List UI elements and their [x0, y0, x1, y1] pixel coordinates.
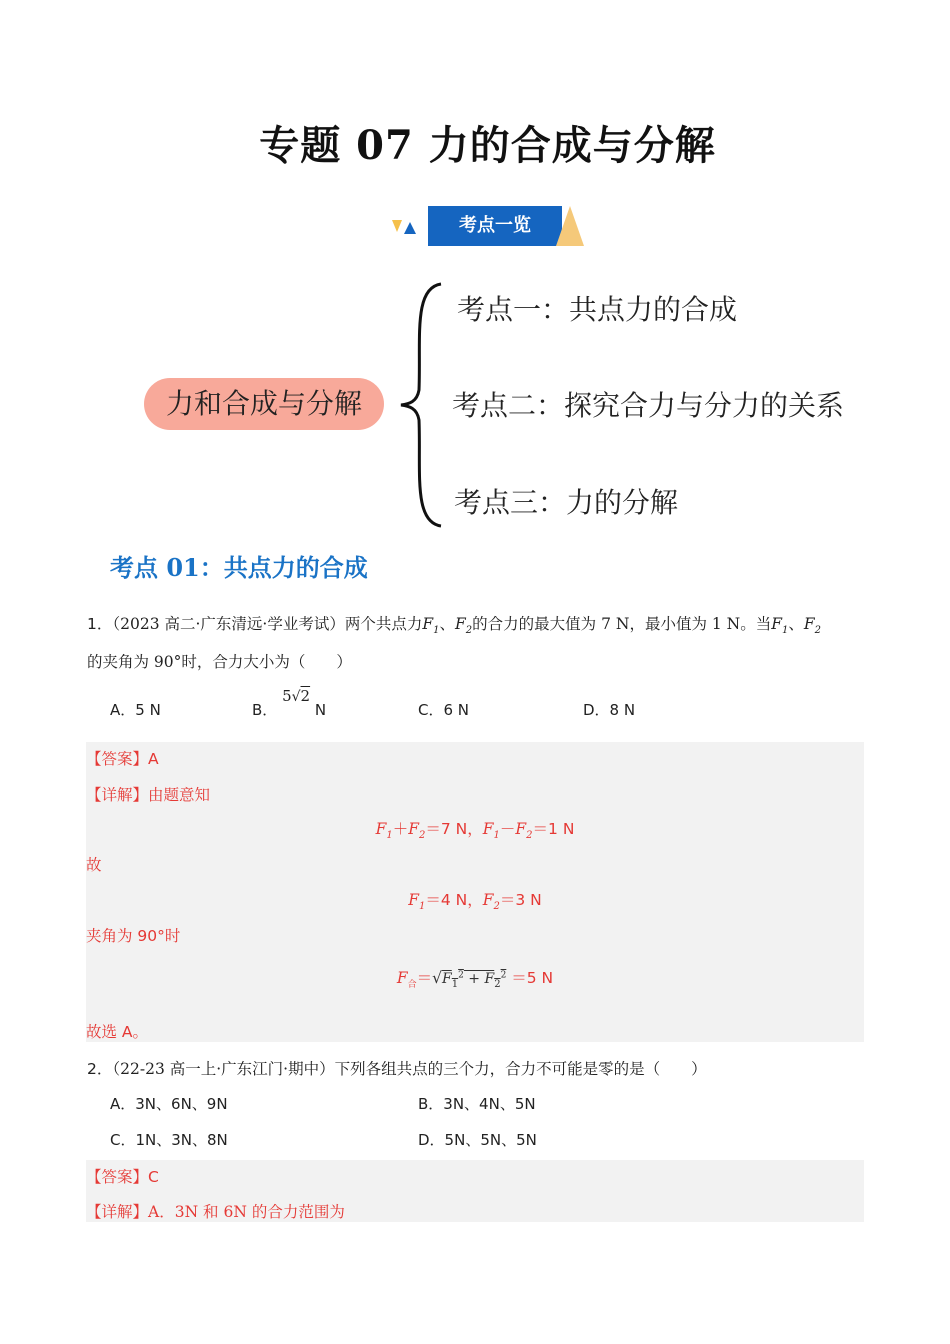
mindmap-branch-2: 考点二：探究合力与分力的关系 — [452, 389, 845, 422]
q1-answer: 【答案】A — [86, 750, 159, 768]
q1-line-1: 1．（2023 高二·广东清远·学业考试）两个共点力$F_1$、$F_2$的合力的最大值为 7 N，最小值为 1 N。当$F_1$、$F_2$ — [87, 615, 822, 637]
q1-option-d: D．8 N — [583, 701, 636, 719]
q1-equation-1: $F_1+F_2=7$ N，$F_1-F_2=1$ N — [375, 820, 575, 842]
q1-text-1: 两个共点力 — [344, 615, 423, 633]
q1-angle: 夹角为 90°时 — [86, 927, 181, 945]
q1-source: （2023 高二·广东清远·学业考试） — [112, 615, 345, 633]
q1-text-2: 的合力的最大值为 7 N，最小值为 1 N。当 — [472, 615, 772, 633]
triangle-icon — [390, 216, 426, 246]
q2-source: （22-23 高一上·广东江门·期中） — [112, 1060, 335, 1078]
badge-corner-icon — [556, 206, 586, 248]
q1-num: 1． — [87, 615, 113, 633]
q2-text: 下列各组共点的三个力，合力不可能是零的是（ ） — [334, 1060, 707, 1078]
section-badge — [390, 206, 590, 248]
q2-option-b: B．3N、4N、5N — [418, 1095, 536, 1113]
brace-icon — [395, 280, 455, 530]
q2-detail: 【详解】A．3N 和 6N 的合力范围为 — [86, 1203, 345, 1221]
q2-answer: 【答案】C — [86, 1168, 159, 1186]
q1-option-a: A．5 N — [110, 701, 161, 719]
q1-line-2 — [87, 650, 352, 672]
q1-gu: 故 — [86, 856, 102, 874]
q2-line — [87, 1057, 707, 1079]
q1-conclusion: 故选 A。 — [86, 1023, 149, 1041]
mindmap-root: 力和合成与分解 — [144, 378, 384, 430]
page-title: 专题 07 力的合成与分解 — [259, 122, 716, 169]
q2-option-a: A．3N、6N、9N — [110, 1095, 228, 1113]
q1-option-c: C．6 N — [418, 701, 470, 719]
mindmap-branch-1: 考点一：共点力的合成 — [457, 293, 738, 326]
q1-equation-3: $F_合=√F_1^2 + F_2^2 =5$ N — [396, 969, 554, 991]
q1-text-3: 的夹角为 90°时，合力大小为（ ） — [87, 653, 352, 671]
q1-detail-intro: 【详解】由题意知 — [86, 786, 211, 804]
mindmap-branch-3: 考点三：力的分解 — [454, 486, 679, 519]
q2-option-c: C．1N、3N、8N — [110, 1131, 228, 1149]
q1-equation-2: $F_1=4$ N，$F_2=3$ N — [408, 891, 542, 913]
q2-num: 2． — [87, 1060, 113, 1078]
q2-option-d: D．5N、5N、5N — [418, 1131, 537, 1149]
q2-answer-block — [86, 1160, 864, 1222]
q1-option-b: B． 5√2 N — [252, 687, 327, 719]
section-heading: 考点 01：共点力的合成 — [110, 553, 368, 582]
badge-label: 考点一览 — [428, 206, 562, 246]
q1-answer-block — [86, 742, 864, 1042]
